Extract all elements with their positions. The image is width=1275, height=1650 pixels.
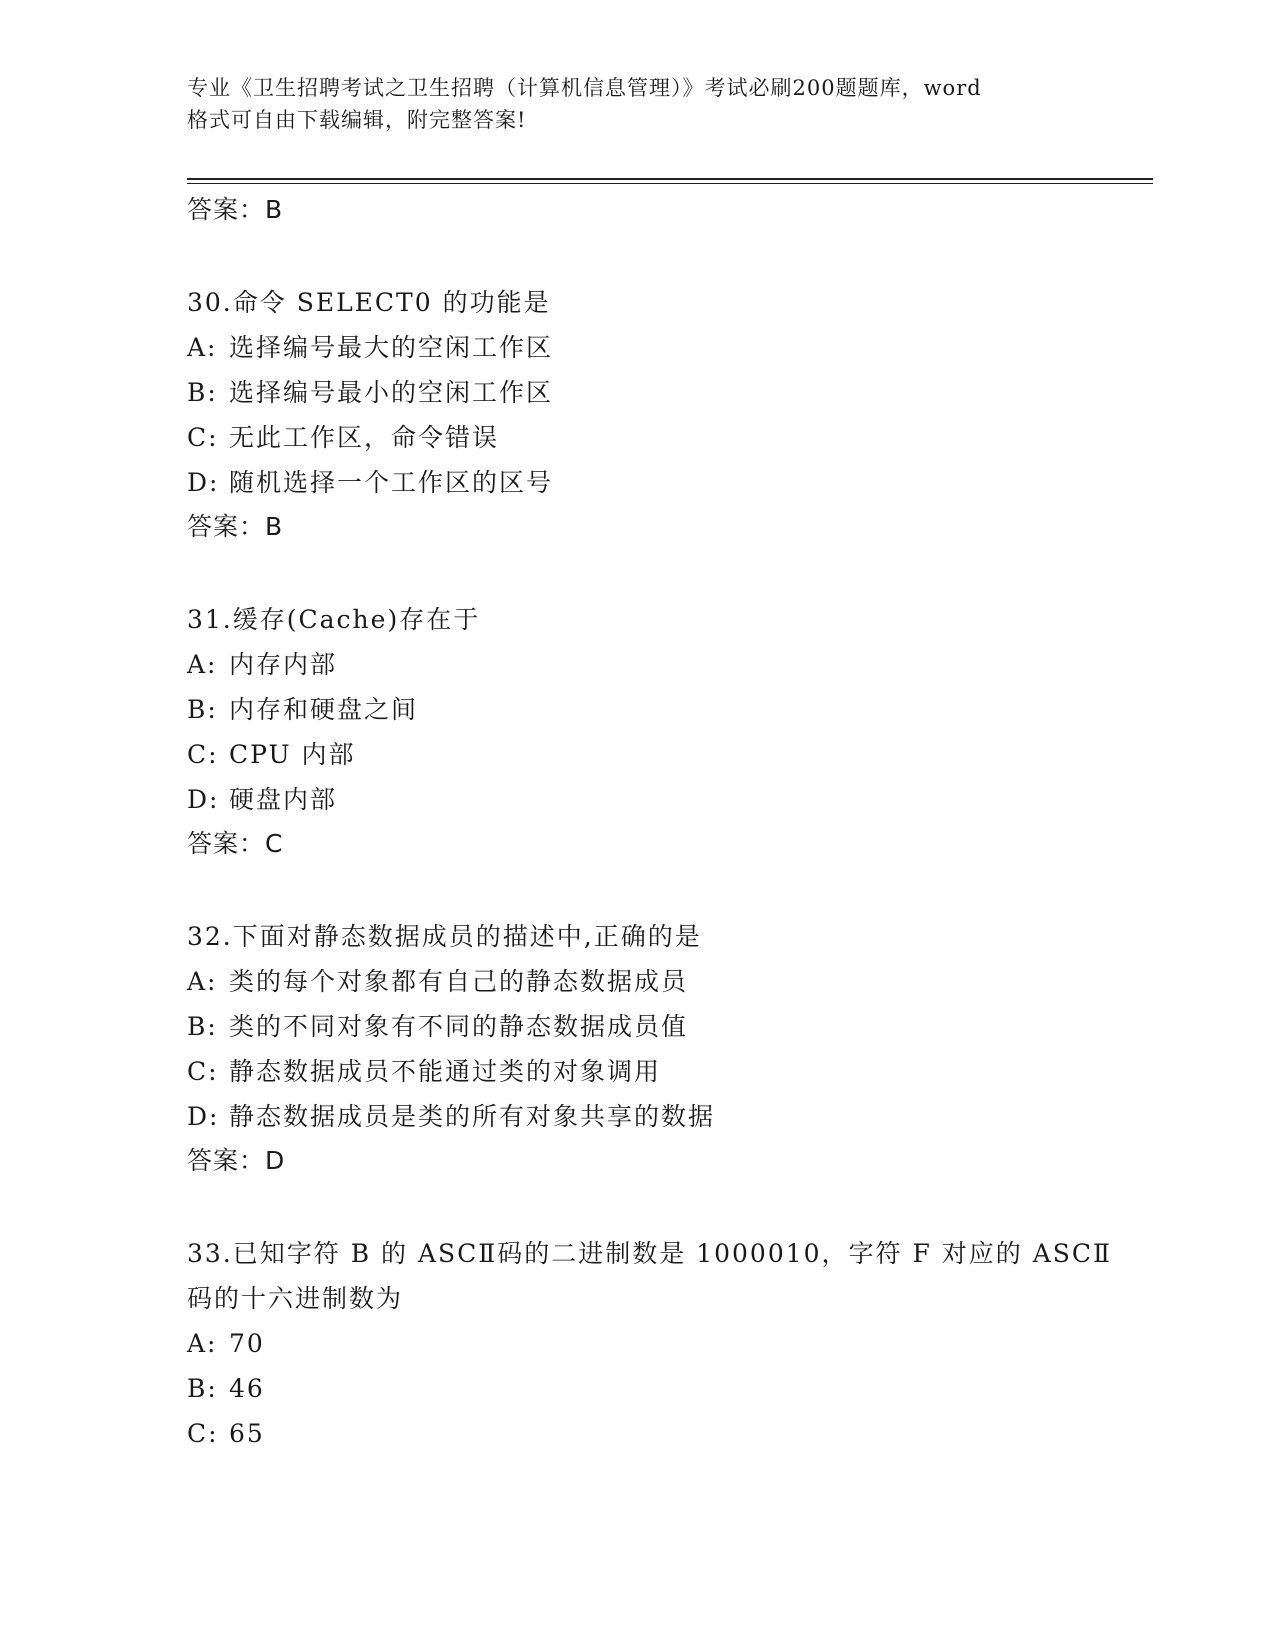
option-text: 随机选择一个工作区的区号 [229, 468, 554, 497]
option-text: 65 [229, 1419, 265, 1448]
header-divider-thin [187, 183, 1153, 184]
option-letter: C: [187, 423, 219, 452]
option-text: 静态数据成员不能通过类的对象调用 [229, 1057, 662, 1086]
option-letter: D: [187, 1102, 220, 1131]
question-text: 32.下面对静态数据成员的描述中,正确的是 [187, 922, 702, 951]
spacer [187, 232, 1147, 280]
option-letter: D: [187, 785, 220, 814]
option-letter: A: [187, 333, 218, 362]
option-c [187, 1049, 1147, 1094]
option-b [187, 1004, 1147, 1049]
document-header [187, 72, 1087, 136]
option-text: 内存和硬盘之间 [229, 695, 419, 724]
question-item [187, 914, 1147, 1183]
option-d [187, 777, 1147, 822]
question-item [187, 1231, 1147, 1456]
option-text: 硬盘内部 [229, 785, 338, 814]
option-letter: A: [187, 967, 218, 996]
option-text: 类的不同对象有不同的静态数据成员值 [229, 1012, 689, 1041]
question-text-line-2: 码的十六进制数为 [187, 1284, 404, 1313]
option-text: 选择编号最小的空闲工作区 [229, 378, 554, 407]
option-text: 静态数据成员是类的所有对象共享的数据 [229, 1102, 716, 1131]
option-a [187, 1321, 1147, 1366]
option-text: 类的每个对象都有自己的静态数据成员 [229, 967, 689, 996]
option-d [187, 1094, 1147, 1139]
option-letter: B: [187, 378, 218, 407]
spacer [187, 866, 1147, 914]
question-list [187, 188, 1147, 1456]
header-divider [187, 178, 1153, 180]
answer-line: 答案：D [187, 1146, 286, 1175]
option-a [187, 642, 1147, 687]
option-c [187, 732, 1147, 777]
spacer [187, 549, 1147, 597]
answer-line: 答案：C [187, 829, 284, 858]
option-letter: B: [187, 1374, 218, 1403]
question-text: 30.命令 SELECT0 的功能是 [187, 288, 551, 317]
option-b [187, 370, 1147, 415]
option-letter: A: [187, 650, 218, 679]
option-c [187, 415, 1147, 460]
question-item [187, 280, 1147, 549]
option-a [187, 325, 1147, 370]
option-letter: C: [187, 1057, 219, 1086]
option-text: 46 [229, 1374, 265, 1403]
spacer [187, 1183, 1147, 1231]
answer-line: 答案：B [187, 195, 284, 224]
option-text: 70 [229, 1329, 265, 1358]
option-b [187, 1366, 1147, 1411]
option-letter: A: [187, 1329, 218, 1358]
option-text: 内存内部 [229, 650, 338, 679]
option-c [187, 1411, 1147, 1456]
question-item [187, 597, 1147, 866]
answer-line: 答案：B [187, 512, 284, 541]
header-line-2: 格式可自由下载编辑，附完整答案! [187, 108, 527, 132]
option-letter: B: [187, 695, 218, 724]
option-letter: C: [187, 740, 219, 769]
option-text: 无此工作区，命令错误 [229, 423, 500, 452]
header-line-1: 专业《卫生招聘考试之卫生招聘（计算机信息管理）》考试必刷200题题库，word [187, 76, 982, 100]
option-letter: C: [187, 1419, 219, 1448]
option-letter: B: [187, 1012, 218, 1041]
option-text: CPU 内部 [229, 740, 356, 769]
question-text: 31.缓存(Cache)存在于 [187, 605, 481, 634]
option-b [187, 687, 1147, 732]
option-letter: D: [187, 468, 220, 497]
option-a [187, 959, 1147, 1004]
question-text-line-1: 33.已知字符 B 的 ASCⅡ码的二进制数是 1000010，字符 F 对应的 ASCⅡ [187, 1239, 1113, 1268]
option-text: 选择编号最大的空闲工作区 [229, 333, 554, 362]
option-d [187, 460, 1147, 505]
